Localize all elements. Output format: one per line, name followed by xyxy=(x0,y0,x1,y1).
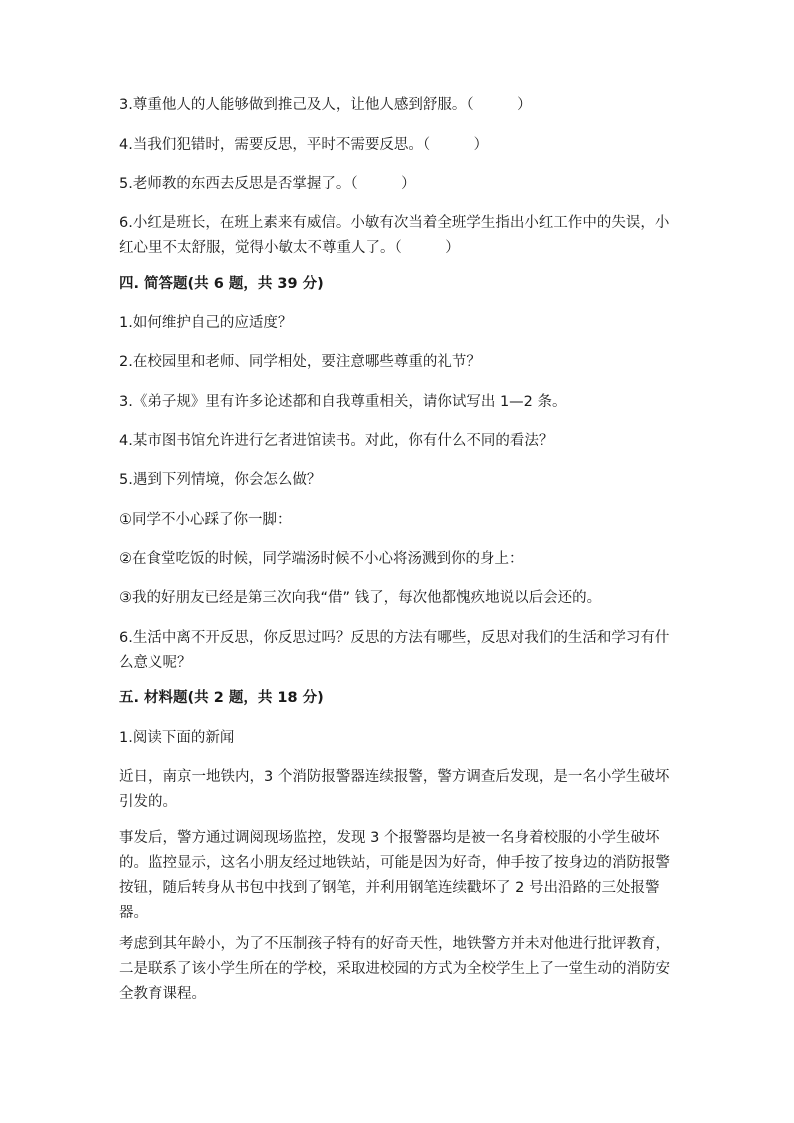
short-answer-question-6: 6.生活中离不开反思，你反思过吗？反思的方法有哪些，反思对我们的生活和学习有什么意义呢？ xyxy=(119,630,670,671)
short-answer-question-2: 2.在校园里和老师、同学相处，要注意哪些尊重的礼节？ xyxy=(119,354,481,370)
short-answer-question-3: 3.《弟子规》里有许多论述都和自我尊重相关，请你试写出 1—2 条。 xyxy=(119,394,567,410)
news-paragraph-3: 考虑到其年龄小，为了不压制孩子特有的好奇天性，地铁警方并未对他进行批评教育，二是联系了该小学生所在的学校，采取进校园的方式为全校学生上了一堂生动的消防安全教育课程。 xyxy=(119,936,670,1002)
judge-question-3: 3.尊重他人的人能够做到推己及人，让他人感到舒服。（ ） xyxy=(119,97,532,113)
judge-question-6: 6.小红是班长，在班上素来有威信。小敏有次当着全班学生指出小红工作中的失误，小红心里不太舒服，觉得小敏太不尊重人了。（ ） xyxy=(119,215,670,256)
short-answer-question-1: 1.如何维护自己的应适度？ xyxy=(119,315,293,331)
judge-question-5: 5.老师教的东西去反思是否掌握了。（ ） xyxy=(119,176,416,192)
scenario-item-3: ③我的好朋友已经是第三次向我“借” 钱了，每次他都愧疚地说以后会还的。 xyxy=(119,590,602,606)
section-heading-short-answer: 四. 简答题(共 6 题，共 39 分) xyxy=(119,276,324,292)
section-heading-material: 五. 材料题(共 2 题，共 18 分) xyxy=(119,690,324,706)
judge-question-4: 4.当我们犯错时，需要反思，平时不需要反思。（ ） xyxy=(119,137,489,153)
material-question-1-title: 1.阅读下面的新闻 xyxy=(119,730,235,746)
news-paragraph-1: 近日，南京一地铁内，3 个消防报警器连续报警，警方调查后发现，是一名小学生破坏引发的。 xyxy=(119,769,670,810)
news-paragraph-2: 事发后，警方通过调阅现场监控，发现 3 个报警器均是被一名身着校服的小学生破坏的。监控显示，这名小朋友经过地铁站，可能是因为好奇，伸手按了按身边的消防报警按钮，随后转身从书包中找到了钢笔，并利用钢笔连续戳坏了 2 号出沿路的三处报警器。 xyxy=(119,830,670,921)
short-answer-question-4: 4.某市图书馆允许进行乞者进馆读书。对此，你有什么不同的看法？ xyxy=(119,433,554,449)
scenario-item-2: ②在食堂吃饭的时候，同学端汤时候不小心将汤溅到你的身上： xyxy=(119,551,524,567)
scenario-item-1: ①同学不小心踩了你一脚： xyxy=(119,512,292,528)
short-answer-question-5: 5.遇到下列情境，你会怎么做？ xyxy=(119,472,322,488)
